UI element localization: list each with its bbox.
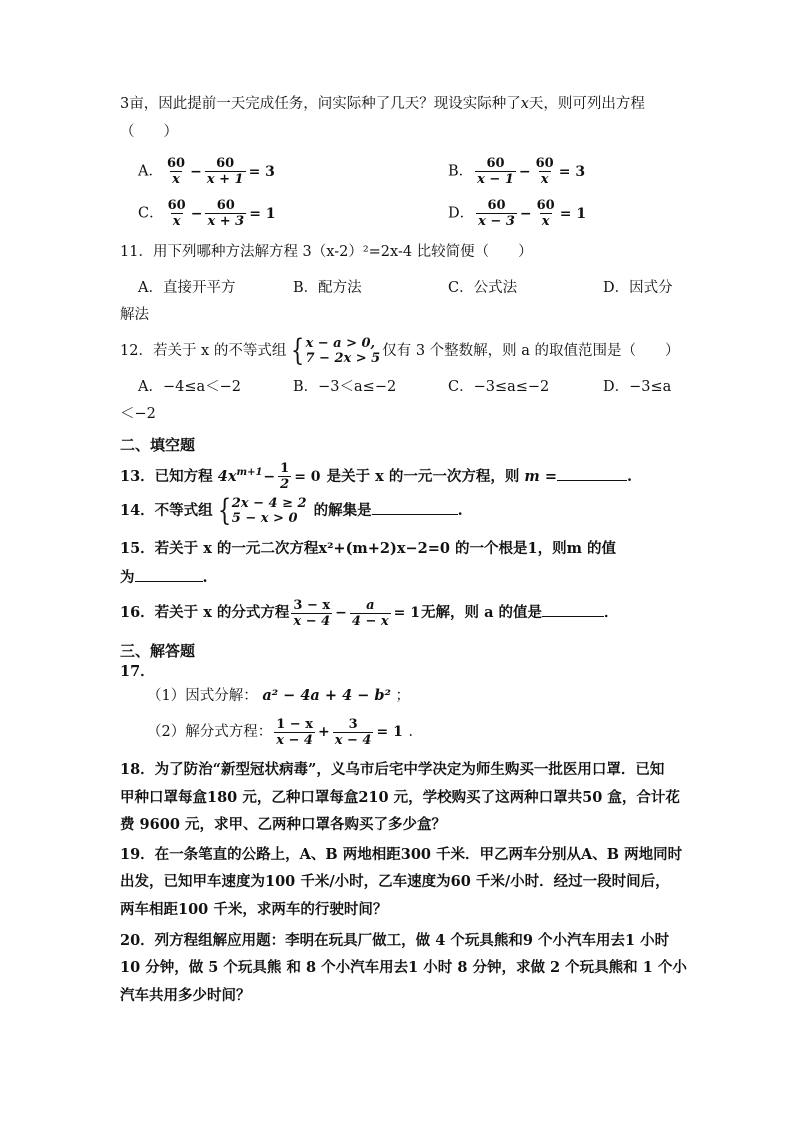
numerator: 60 (536, 198, 555, 213)
system-rows (232, 496, 307, 526)
numerator: 60 (487, 198, 506, 213)
q20-line1: 20．列方程组解应用题：李明在玩具厂做工，做 4 个玩具熊和9 个小汽车用去1 小时 (120, 932, 670, 949)
q12-option-c: C．−3≤a≤−2 (448, 379, 550, 395)
denominator: x (172, 172, 180, 187)
answer-blank[interactable] (557, 466, 627, 481)
q11-option-c: C．公式法 (448, 280, 518, 296)
q20-line3: 汽车共用多少时间？ (120, 987, 251, 1004)
q14-pre: 14．不等式组 (120, 502, 213, 519)
answer-blank[interactable] (542, 602, 604, 617)
q19-line1: 19．在一条笔直的公路上，A、B 两地相距300 千米．甲乙两车分别从A、B 两地同时 (120, 846, 683, 863)
q10-option-d (448, 198, 587, 229)
q11-option-b: B．配方法 (293, 280, 362, 296)
q16-pre: 16．若关于 x 的分式方程 (120, 604, 290, 621)
fraction (534, 156, 556, 187)
minus-sign: − (190, 163, 202, 180)
option-label: B． (448, 163, 474, 180)
minus-sign: − (518, 163, 531, 180)
rhs: = 3 (248, 163, 275, 180)
period: . (457, 502, 463, 519)
equals: = 1 (393, 605, 421, 621)
q12-option-d: D．−3≤a (603, 379, 672, 395)
fraction (476, 198, 517, 229)
minus-sign: − (190, 205, 203, 222)
numerator: 60 (486, 156, 505, 171)
q11-option-d-cont: 解法 (120, 307, 149, 323)
q12-stem (120, 334, 680, 368)
numerator: 60 (166, 156, 186, 171)
numerator: 3 (348, 716, 358, 732)
denominator: x (540, 172, 549, 187)
q20-line2: 10 分钟，做 5 个玩具熊 和 8 个小汽车用去1 小时 8 分钟，求做 2 个玩具熊和 1 个小 (120, 959, 687, 976)
period: ． (408, 724, 423, 740)
q12-pre: 12．若关于 x 的不等式组 (120, 343, 287, 359)
q10-var: x (520, 96, 529, 112)
q19-line3: 两车相距100 千米，求两车的行驶时间？ (120, 901, 388, 918)
q12-option-d-cont: ＜−2 (120, 406, 156, 422)
fraction (333, 717, 374, 748)
denominator: 2 (280, 477, 290, 493)
denominator: x (172, 214, 181, 229)
q10-text-end: 天，则可列出方程 (528, 96, 645, 112)
q13-pre: 13．已知方程 (120, 467, 213, 485)
fraction (166, 198, 188, 229)
period: ． (604, 604, 619, 621)
numerator: 60 (216, 156, 235, 171)
q13-expr (218, 468, 263, 485)
period: . (202, 569, 208, 586)
section-title-fill-in: 二、填空题 (120, 436, 196, 454)
q11-option-d: D．因式分 (603, 280, 673, 296)
equals: = 0 (294, 468, 321, 485)
plus-sign: + (317, 724, 330, 740)
system-row: 2x − 4 ≥ 2 (231, 496, 307, 511)
q17-p1-expr: a² − 4a + 4 − b² (262, 687, 391, 704)
denominator: x − 1 (477, 172, 514, 187)
denominator: x − 3 (478, 214, 515, 229)
inequality-system (215, 493, 307, 528)
q15-line2 (120, 567, 208, 588)
expr-base: 4x (217, 467, 237, 485)
q17-part1 (147, 686, 410, 706)
q15-pre: 为 (120, 569, 135, 586)
q13-post: 是关于 x 的一元一次方程，则 (326, 467, 520, 485)
numerator: 3 − x (293, 597, 331, 613)
system-row: 7 − 2x > 5 (305, 351, 381, 366)
numerator: 60 (535, 156, 554, 171)
q17-p1-label: （1）因式分解： (147, 688, 258, 704)
numerator: 60 (167, 198, 186, 213)
system-rows (305, 336, 380, 366)
section-title-solve: 三、解答题 (120, 642, 196, 660)
q16-stem (120, 596, 619, 630)
q14-post: 的解集是 (313, 502, 372, 519)
fraction (535, 198, 557, 229)
q14-stem (120, 494, 463, 528)
q10-text: 3亩，因此提前一天完成任务，问实际种了几天？现设实际种了 (120, 96, 521, 112)
rhs: = 1 (249, 205, 276, 222)
q13-m: m = (524, 467, 557, 485)
q16-post: 无解，则 a 的值是 (421, 604, 543, 621)
minus-sign: − (335, 605, 347, 621)
option-label: C． (138, 205, 164, 222)
q17-part2 (147, 714, 423, 750)
rhs: = 1 (559, 205, 587, 222)
denominator: x (541, 214, 550, 229)
fraction (291, 598, 332, 629)
q18-line1: 18．为了防治“新型冠状病毒”，义乌市后宅中学决定为师生购买一批医用口罩．已知 (120, 761, 665, 778)
brace-icon: { (217, 493, 231, 528)
q19-line2: 出发，已知甲车速度为100 千米/小时，乙车速度为60 千米/小时．经过一段时间后， (120, 873, 670, 890)
numerator: 1 (280, 461, 290, 477)
fraction (205, 156, 246, 187)
q17-number: 17． (120, 663, 155, 680)
q18-line3: 费 9600 元，求甲、乙两种口罩各购买了多少盒？ (120, 816, 446, 833)
numerator: a (366, 597, 375, 613)
equals: = 1 (376, 724, 403, 740)
q11-stem: 11．用下列哪种方法解方程 3（x-2）²=2x-4 比较简便（ ） (120, 244, 533, 260)
q18-line2: 甲种口罩每盒180 元，乙种口罩每盒210 元，学校购买了这两种口罩共50 盒，合计花 (120, 789, 680, 806)
rhs: = 3 (558, 163, 586, 180)
q10-paren: （ ） (120, 124, 178, 140)
inequality-system (288, 333, 381, 368)
minus-sign: − (519, 205, 532, 222)
fraction (475, 156, 516, 187)
brace-icon: { (291, 333, 305, 368)
denominator: x − 4 (334, 732, 372, 748)
semicolon: ； (395, 688, 410, 704)
q10-option-c (138, 198, 277, 229)
denominator: x − 4 (293, 613, 331, 629)
q13-stem (120, 456, 632, 494)
option-label: D． (448, 205, 475, 222)
q10-line1 (120, 94, 645, 114)
q10-option-b (448, 156, 586, 187)
fraction (274, 717, 315, 748)
q12-post: 仅有 3 个整数解，则 a 的取值范围是（ ） (382, 343, 680, 359)
expr-sup: m+1 (236, 467, 263, 478)
answer-blank[interactable] (135, 567, 203, 582)
q17-p2-label: （2）解分式方程： (147, 724, 273, 740)
denominator: x + 3 (207, 214, 245, 229)
denominator: x + 1 (206, 172, 244, 187)
minus-sign: − (263, 468, 276, 485)
q15-line1: 15．若关于 x 的一元二次方程x²+(m+2)x−2=0 的一个根是1，则m 的值 (120, 540, 617, 557)
q11-option-a: A．直接开平方 (138, 280, 236, 296)
fraction (165, 156, 187, 187)
option-label: A． (138, 163, 163, 180)
numerator: 60 (216, 198, 235, 213)
fraction (350, 598, 391, 629)
numerator: 1 − x (276, 716, 313, 732)
fraction (278, 461, 291, 492)
fraction (205, 198, 246, 229)
q12-option-a: A．−4≤a＜−2 (138, 379, 242, 395)
system-row: x − a > 0, (305, 336, 376, 351)
q12-option-b: B．−3＜a≤−2 (293, 379, 397, 395)
period: . (626, 467, 633, 485)
denominator: x − 4 (276, 732, 313, 748)
q10-option-a (138, 156, 276, 187)
system-row: 5 − x > 0 (231, 511, 298, 526)
denominator: 4 − x (351, 613, 389, 629)
answer-blank[interactable] (372, 500, 458, 515)
